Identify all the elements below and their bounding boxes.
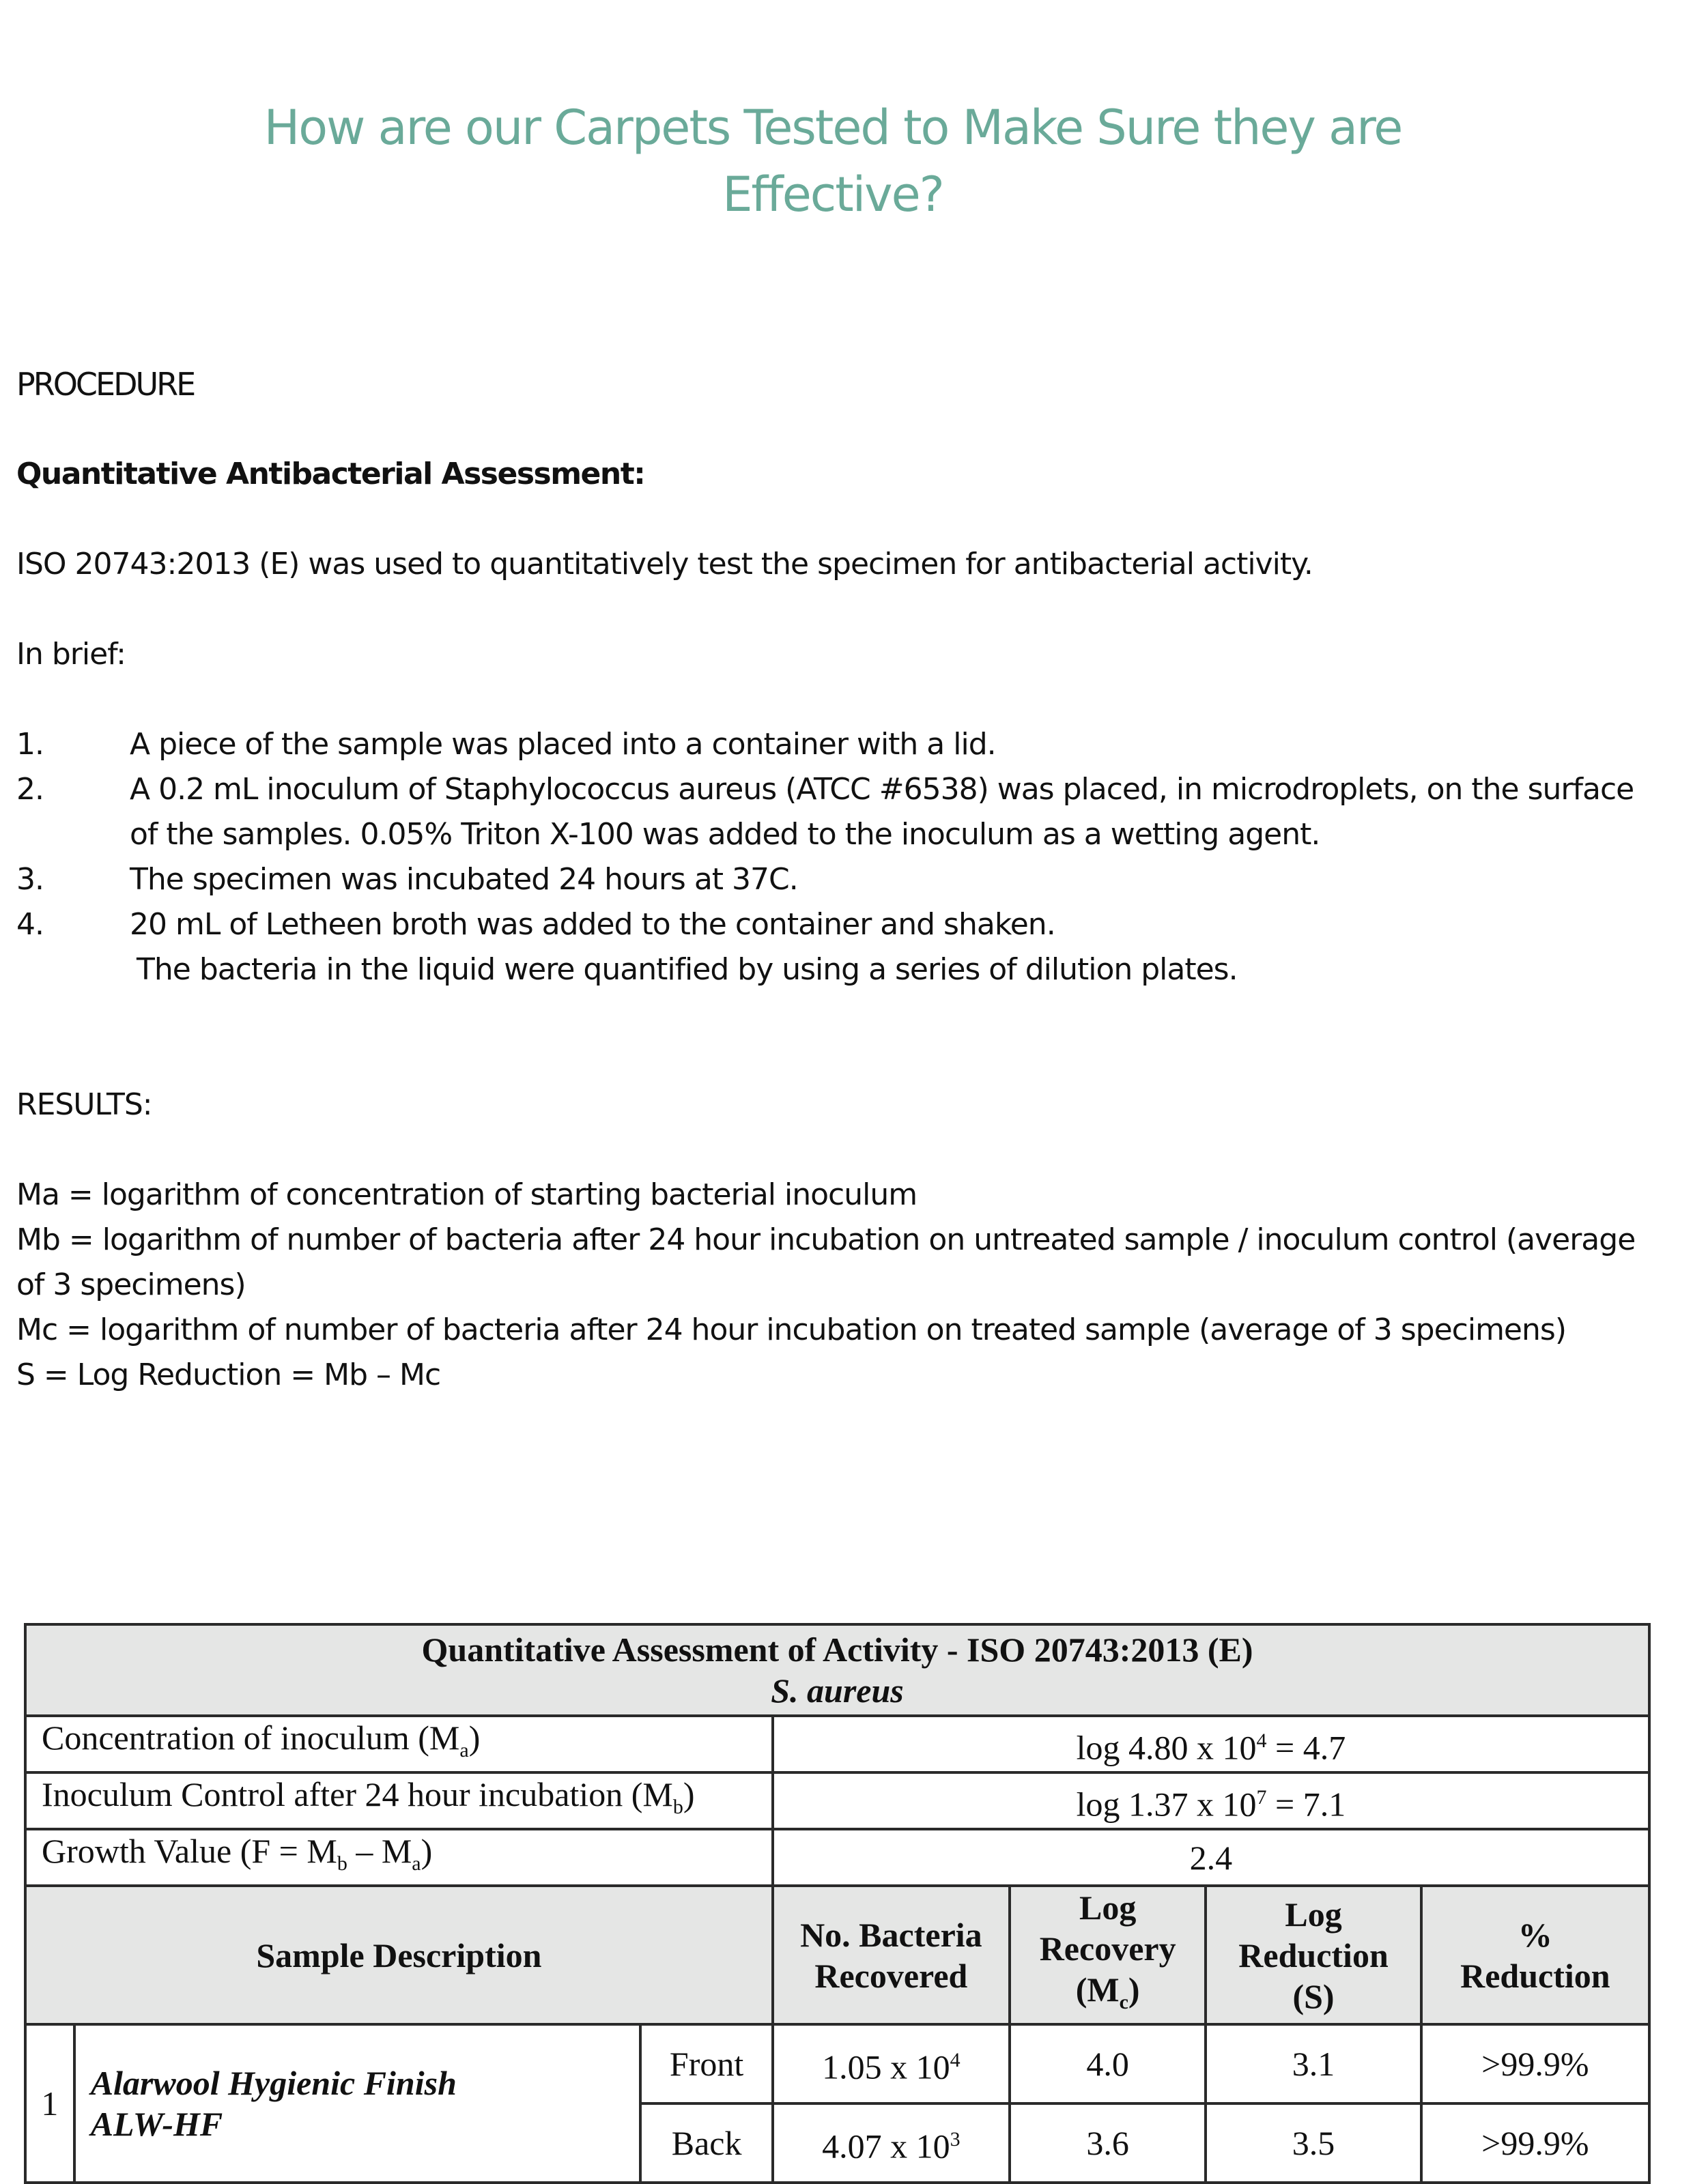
- log-recovery: 4.0: [1010, 2024, 1206, 2103]
- definitions-list: [16, 1173, 1668, 1398]
- list-item: [16, 767, 1659, 857]
- results-heading: RESULTS:: [16, 1087, 152, 1122]
- bacteria-recovered: 4.07 x $10^3$: [773, 2103, 1010, 2183]
- procedure-heading: PROCEDURE: [16, 366, 195, 403]
- definition-s: S = Log Reduction = Mb – Mc: [16, 1357, 441, 1392]
- step-number: 3.: [16, 862, 44, 897]
- step-number: 1.: [16, 727, 44, 762]
- column-header-bacteria: No. Bacteria Recovered: [773, 1886, 1010, 2024]
- info-value: log 1.37 x $10^7 = 7.1$: [773, 1772, 1649, 1829]
- page-title: [0, 94, 1666, 228]
- info-value: 2.4: [773, 1829, 1649, 1886]
- steps-extra-note: The bacteria in the liquid were quantified by using a series of dilution plates.: [137, 952, 1238, 987]
- log-recovery: 3.6: [1010, 2103, 1206, 2183]
- assessment-heading: Quantitative Antibacterial Assessment:: [16, 457, 645, 491]
- intro-paragraph: ISO 20743:2013 (E) was used to quantitatively test the specimen for antibacterial activity.: [16, 547, 1313, 581]
- sample-side: Back: [640, 2103, 772, 2183]
- table-caption: [25, 1624, 1649, 1716]
- info-label: Growth Value $(F = M_b - M_a)$: [25, 1829, 773, 1886]
- step-text: A piece of the sample was placed into a container with a lid.: [130, 727, 996, 762]
- bacteria-recovered: 1.05 x $10^4$: [773, 2024, 1010, 2103]
- sample-side: Front: [640, 2024, 772, 2103]
- info-label: Concentration of inoculum $(M_a)$: [25, 1716, 773, 1772]
- column-header-pct-reduction: % Reduction: [1421, 1886, 1649, 2024]
- definition-ma: Ma = logarithm of concentration of starting bacterial inoculum: [16, 1177, 917, 1212]
- column-header-log-recovery: Log Recovery $(M_c)$: [1010, 1886, 1206, 2024]
- table-organism: S. aureus: [771, 1671, 904, 1710]
- definition-mc: Mc = logarithm of number of bacteria after 24 hour incubation on treated sample (average of 3 specimens): [16, 1312, 1566, 1347]
- column-header-log-reduction: Log Reduction (S): [1206, 1886, 1421, 2024]
- step-text: A 0.2 mL inoculum of Staphylococcus aureus (ATCC #6538) was placed, in microdroplets, on the surface of the samples. 0.05% Triton X-100 was added to the inoculum as a wetting agent.: [130, 772, 1634, 852]
- procedure-steps-list: [16, 722, 1659, 992]
- list-item: [16, 857, 1659, 902]
- step-number: 4.: [16, 907, 44, 942]
- in-brief-label: In brief:: [16, 637, 126, 672]
- sample-description: Alarwool Hygienic Finish ALW-HF: [74, 2024, 641, 2183]
- log-reduction: 3.5: [1206, 2103, 1421, 2183]
- list-item: [16, 902, 1659, 947]
- table-row: [25, 1829, 1649, 1886]
- page-title-line-2: Effective?: [722, 167, 943, 222]
- list-item: [16, 722, 1659, 767]
- results-table: [24, 1623, 1651, 2184]
- step-text: 20 mL of Letheen broth was added to the container and shaken.: [130, 907, 1055, 942]
- table-row: [25, 2024, 1649, 2103]
- step-text: The specimen was incubated 24 hours at 37C.: [130, 862, 798, 897]
- table-title: Quantitative Assessment of Activity - ISO 20743:2013 (E): [421, 1630, 1253, 1669]
- table-row: [25, 1772, 1649, 1829]
- table-caption-row: [25, 1624, 1649, 1716]
- pct-reduction: >99.9%: [1421, 2024, 1649, 2103]
- info-label: Inoculum Control after 24 hour incubation $(M_b)$: [25, 1772, 773, 1829]
- definition-mb: Mb = logarithm of number of bacteria after 24 hour incubation on untreated sample / inoculum control (average of 3 specimens): [16, 1222, 1636, 1302]
- column-header-sample: Sample Description: [25, 1886, 773, 2024]
- info-value: log 4.80 x $10^4 = 4.7$: [773, 1716, 1649, 1772]
- step-number: 2.: [16, 772, 44, 807]
- log-reduction: 3.1: [1206, 2024, 1421, 2103]
- table-row: [25, 1716, 1649, 1772]
- table-header-row: [25, 1886, 1649, 2024]
- sample-index: 1: [25, 2024, 74, 2183]
- pct-reduction: >99.9%: [1421, 2103, 1649, 2183]
- page-title-line-1: How are our Carpets Tested to Make Sure they are: [264, 100, 1402, 156]
